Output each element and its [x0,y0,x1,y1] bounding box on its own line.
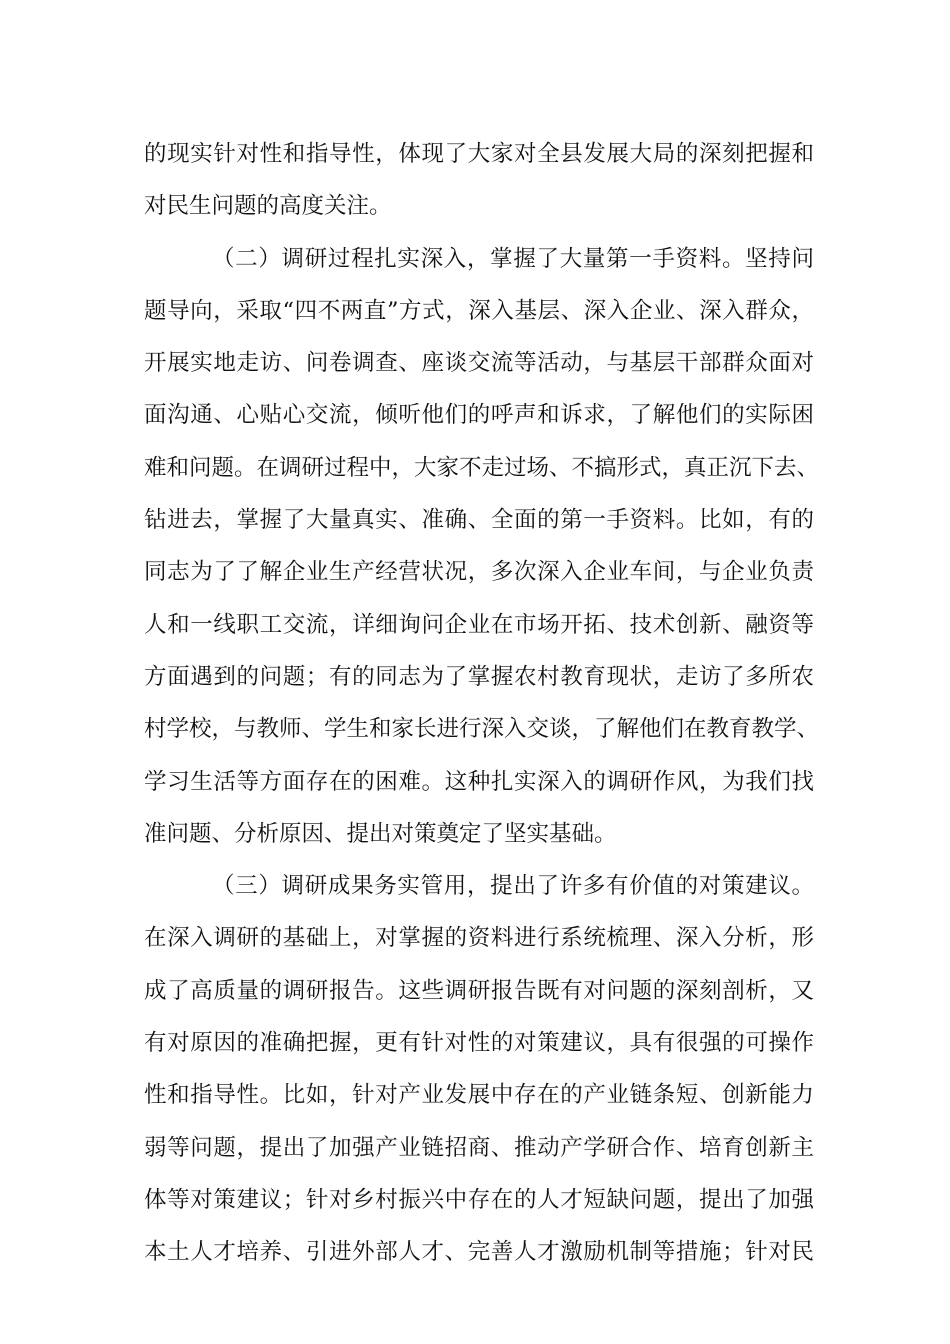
text-line: 成了高质量的调研报告。这些调研报告既有对问题的深刻剖析，又 [144,977,814,1004]
text-line: 学习生活等方面存在的困难。这种扎实深入的调研作风，为我们找 [144,768,814,795]
text-line: 体等对策建议；针对乡村振兴中存在的人才短缺问题，提出了加强 [144,1186,814,1213]
text-line: 性和指导性。比如，针对产业发展中存在的产业链条短、创新能力 [144,1082,814,1109]
text-line: 本土人才培养、引进外部人才、完善人才激励机制等措施；针对民 [144,1239,814,1266]
text-line: 对民生问题的高度关注。 [144,193,392,220]
section-heading-line: （三）调研成果务实管用，提出了许多有价值的对策建议。 [212,873,814,900]
text-line: 面沟通、心贴心交流，倾听他们的呼声和诉求，了解他们的实际困 [144,402,814,429]
text-line: 难和问题。在调研过程中，大家不走过场、不搞形式，真正沉下去、 [144,454,820,481]
text-line: 题导向，采取“四不两直”方式，深入基层、深入企业、深入群众， [144,297,814,324]
text-line: 有对原因的准确把握，更有针对性的对策建议，具有很强的可操作 [144,1030,814,1057]
text-line: 方面遇到的问题；有的同志为了掌握农村教育现状，走访了多所农 [144,663,814,690]
text-line: 开展实地走访、问卷调查、座谈交流等活动，与基层干部群众面对 [144,350,814,377]
text-line: 弱等问题，提出了加强产业链招商、推动产学研合作、培育创新主 [144,1134,814,1161]
text-line: 的现实针对性和指导性，体现了大家对全县发展大局的深刻把握和 [144,141,814,167]
body-text [144,128,820,1279]
text-line: 人和一线职工交流，详细询问企业在市场开拓、技术创新、融资等 [144,611,814,638]
text-line: 村学校，与教师、学生和家长进行深入交谈，了解他们在教育教学、 [144,716,820,743]
text-line: 钻进去，掌握了大量真实、准确、全面的第一手资料。比如，有的 [144,507,814,534]
text-line: 准问题、分析原因、提出对策奠定了坚实基础。 [144,820,617,847]
text-line: 在深入调研的基础上，对掌握的资料进行系统梳理、深入分析，形 [144,925,814,952]
section-heading-line: （二）调研过程扎实深入，掌握了大量第一手资料。坚持问 [212,245,814,272]
text-line: 同志为了了解企业生产经营状况，多次深入企业车间，与企业负责 [144,559,814,586]
